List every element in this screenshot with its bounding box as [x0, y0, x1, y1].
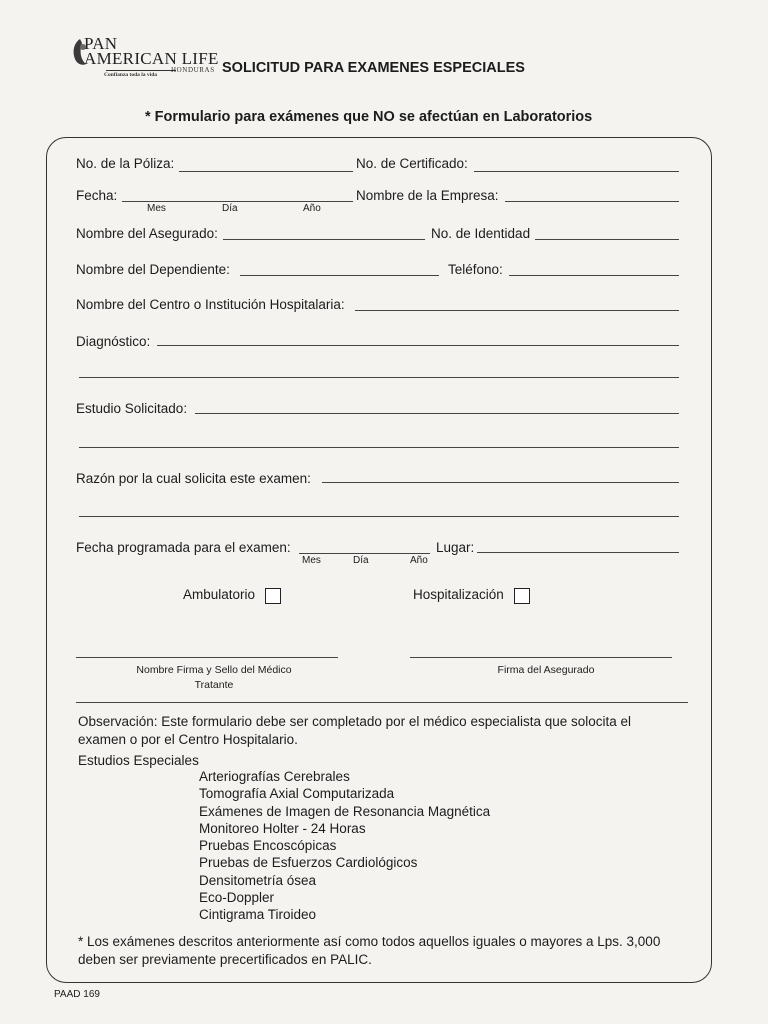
observacion-text [78, 713, 698, 749]
page-title: SOLICITUD PARA EXAMENES ESPECIALES [222, 60, 525, 76]
list-item: Eco-Doppler [199, 890, 275, 906]
medico-signature-caption-line1: Nombre Firma y Sello del Médico [136, 664, 292, 676]
medico-signature-caption [76, 663, 352, 693]
medico-signature-caption-line2: Tratante [194, 679, 234, 691]
logo-tagline: Confianza toda la vida [104, 72, 158, 78]
empresa-label: Nombre de la Empresa: [356, 188, 499, 203]
diagnostico-field[interactable] [157, 345, 679, 346]
page-subtitle: * Formulario para exámenes que NO se afectúan en Laboratorios [145, 109, 593, 125]
diagnostico-label: Diagnóstico: [76, 334, 151, 349]
dependiente-label: Nombre del Dependiente: [76, 262, 230, 277]
list-item: Exámenes de Imagen de Resonancia Magnética [199, 803, 491, 819]
list-item: Arteriografías Cerebrales [199, 769, 350, 784]
observacion-line1: Observación: Este formulario debe ser completado por el médico especialista que solocita el [78, 714, 632, 729]
poliza-field[interactable] [179, 171, 353, 172]
medico-signature-line[interactable] [76, 657, 338, 658]
fecha-programada-dia-hint: Día [353, 555, 369, 566]
asegurado-signature-line[interactable] [410, 657, 672, 658]
lugar-field[interactable] [477, 552, 679, 553]
form-code: PAAD 169 [54, 989, 100, 1000]
fecha-field[interactable] [122, 201, 353, 202]
estudios-list [199, 768, 490, 924]
logo-region: HONDURAS [171, 66, 215, 74]
nota-text [78, 933, 698, 969]
dependiente-field[interactable] [240, 275, 439, 276]
asegurado-field[interactable] [223, 239, 425, 240]
estudio-field-line2[interactable] [79, 447, 679, 448]
list-item: Cintigrama Tiroideo [199, 907, 317, 923]
fecha-programada-anio-hint: Año [410, 555, 428, 566]
hospitalizacion-label: Hospitalización [413, 587, 504, 602]
centro-label: Nombre del Centro o Institución Hospitalaria: [76, 297, 345, 312]
diagnostico-field-line2[interactable] [79, 377, 679, 378]
certificado-label: No. de Certificado: [356, 156, 468, 171]
fecha-programada-field[interactable] [299, 553, 430, 554]
logo-rule [106, 70, 176, 71]
identidad-field[interactable] [535, 239, 679, 240]
identidad-label: No. de Identidad [431, 226, 531, 241]
logo-text-american-life: AMERICAN LIFE [84, 49, 219, 68]
fecha-label: Fecha: [76, 188, 118, 203]
logo-text-pan: PAN [84, 34, 118, 53]
nota-line2: deben ser previamente precertificados en PALIC. [78, 952, 372, 967]
asegurado-label: Nombre del Asegurado: [76, 226, 218, 241]
estudio-field[interactable] [195, 413, 679, 414]
asegurado-signature-caption: Firma del Asegurado [497, 664, 595, 676]
fecha-dia-hint: Día [222, 203, 238, 214]
nota-line1: * Los exámenes descritos anteriormente así como todos aquellos iguales o mayores a Lps. 3,000 [78, 934, 661, 949]
observacion-line2: examen o por el Centro Hospitalario. [78, 732, 298, 747]
lugar-label: Lugar: [436, 540, 475, 555]
telefono-label: Teléfono: [448, 262, 503, 277]
list-item: Tomografía Axial Computarizada [199, 786, 395, 802]
fecha-anio-hint: Año [303, 203, 321, 214]
razon-field-line2[interactable] [79, 516, 679, 517]
ambulatorio-checkbox[interactable] [265, 588, 281, 604]
estudios-heading: Estudios Especiales [78, 753, 199, 768]
list-item: Pruebas de Esfuerzos Cardiológicos [199, 855, 418, 871]
centro-field[interactable] [355, 310, 679, 311]
fecha-mes-hint: Mes [147, 203, 166, 214]
certificado-field[interactable] [474, 171, 679, 172]
hospitalizacion-checkbox[interactable] [514, 588, 530, 604]
list-item: Monitoreo Holter - 24 Horas [199, 820, 366, 836]
section-divider [76, 702, 688, 703]
razon-field[interactable] [322, 482, 679, 483]
estudio-label: Estudio Solicitado: [76, 401, 188, 416]
list-item: Densitometría ósea [199, 872, 317, 888]
razon-label: Razón por la cual solicita este examen: [76, 471, 311, 486]
empresa-field[interactable] [505, 201, 679, 202]
poliza-label: No. de la Póliza: [76, 156, 175, 171]
ambulatorio-label: Ambulatorio [183, 587, 256, 602]
list-item: Pruebas Encoscópicas [199, 838, 337, 854]
fecha-programada-mes-hint: Mes [302, 555, 321, 566]
fecha-programada-label: Fecha programada para el examen: [76, 540, 291, 555]
telefono-field[interactable] [509, 275, 679, 276]
